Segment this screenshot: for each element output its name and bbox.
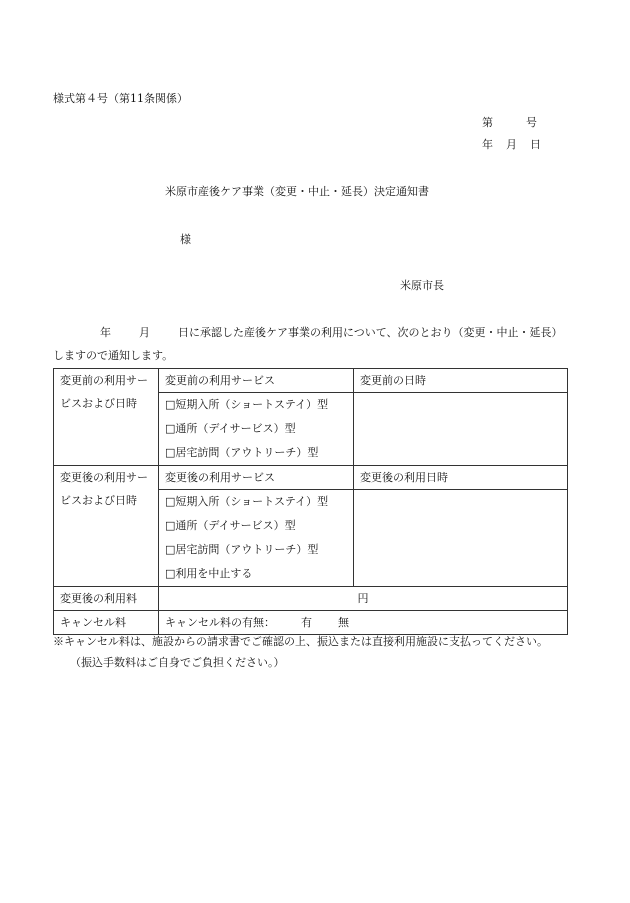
before-option-outreach[interactable]: □居宅訪問（アウトリーチ）型 (165, 446, 319, 459)
fee-row (54, 587, 568, 611)
before-service-header: 変更前の利用サービス (159, 369, 354, 393)
after-option-cancel-use[interactable]: □利用を中止する (165, 567, 253, 580)
before-option-short-stay[interactable]: □短期入所（ショートステイ）型 (165, 398, 329, 411)
cancel-label: キャンセル料 (54, 611, 159, 635)
note-line-2: （振込手数料はご自身でご負担ください。） (70, 656, 285, 669)
before-header-row (54, 369, 568, 393)
date-day: 日 (530, 138, 541, 151)
service-change-table (53, 368, 568, 635)
cancel-yes[interactable]: 有 (301, 616, 312, 629)
after-options-cell (159, 490, 354, 587)
after-service-header: 変更後の利用サービス (159, 466, 354, 490)
issuer: 米原市長 (400, 279, 444, 292)
cancel-question: キャンセル料の有無： (165, 616, 275, 629)
body-year: 年 (100, 326, 111, 339)
date-month: 月 (506, 138, 517, 151)
issue-date (482, 138, 541, 152)
before-label-line-1: 変更前の利用サー (60, 374, 148, 387)
after-option-outreach[interactable]: □居宅訪問（アウトリーチ）型 (165, 543, 319, 556)
after-date-header: 変更後の利用日時 (354, 466, 568, 490)
after-header-row (54, 466, 568, 490)
doc-no-prefix: 第 (482, 116, 493, 129)
after-label-cell (54, 466, 159, 587)
after-option-short-stay[interactable]: □短期入所（ショートステイ）型 (165, 495, 329, 508)
fee-value[interactable] (159, 587, 568, 611)
after-label-line-1: 変更後の利用サー (60, 471, 148, 484)
after-option-day-service[interactable]: □通所（デイサービス）型 (165, 519, 296, 532)
addressee-suffix: 様 (180, 233, 191, 246)
after-date-value[interactable] (354, 490, 568, 587)
document-number (482, 116, 537, 130)
note-line-1: ※キャンセル料は、施設からの請求書でご確認の上、振込または直接利用施設に支払ってください。 (53, 635, 548, 648)
document-title: 米原市産後ケア事業（変更・中止・延長）決定通知書 (165, 185, 429, 198)
before-label-cell (54, 369, 159, 466)
date-year: 年 (482, 138, 493, 151)
after-label-line-2: ビスおよび日時 (60, 494, 137, 507)
form-number: 様式第４号（第11条関係） (53, 92, 188, 105)
body-line-2: しますので通知します。 (53, 349, 174, 362)
before-options-cell (159, 393, 354, 466)
fee-label: 変更後の利用料 (54, 587, 159, 611)
before-date-value[interactable] (354, 393, 568, 466)
before-date-header: 変更前の日時 (354, 369, 568, 393)
cancel-value (159, 611, 568, 635)
body-month: 月 (139, 326, 150, 339)
body-day-text: 日に承認した産後ケア事業の利用について、次のとおり（変更・中止・延長） (178, 326, 563, 339)
doc-no-suffix: 号 (526, 116, 537, 129)
cancel-row (54, 611, 568, 635)
before-option-day-service[interactable]: □通所（デイサービス）型 (165, 422, 296, 435)
cancel-no[interactable]: 無 (338, 616, 349, 629)
before-label-line-2: ビスおよび日時 (60, 397, 137, 410)
body-line-1 (100, 326, 563, 340)
fee-unit: 円 (357, 592, 369, 605)
